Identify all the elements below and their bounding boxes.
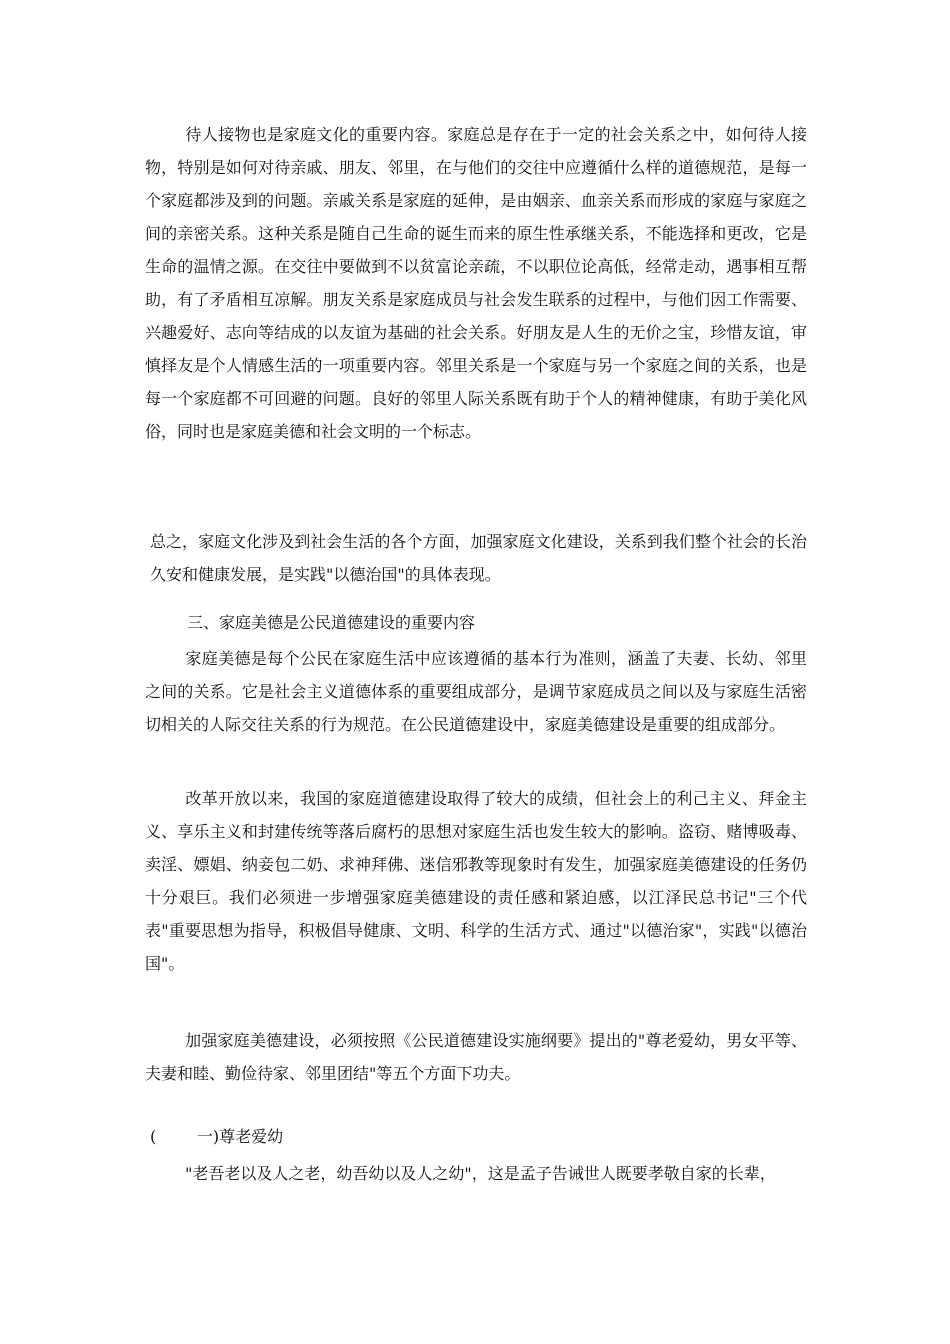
paragraph-text: 加强家庭美德建设，必须按照《公民道德建设实施纲要》提出的"尊老爱幼，男女平等、夫妻和睦、勤俭待家、邻里团结"等五个方面下功夫。 <box>145 1031 807 1083</box>
paragraph-etiquette <box>145 118 807 448</box>
paragraph-reform <box>145 782 807 980</box>
paragraph-text: 改革开放以来，我国的家庭道德建设取得了较大的成绩，但社会上的利己主义、拜金主义、享乐主义和封建传统等落后腐朽的思想对家庭生活也发生较大的影响。盗窃、赌博吸毒、卖淫、嫖娼、纳妾包二奶、求神拜佛、迷信邪教等现象时有发生，加强家庭美德建设的任务仍十分艰巨。我们必须进一步增强家庭美德建设的责任感和紧迫感，以江泽民总书记"三个代表"重要思想为指导，积极倡导健康、文明、科学的生活方式、通过"以德治家"，实践"以德治国"。 <box>145 789 807 973</box>
paragraph-summary <box>150 525 807 591</box>
section-heading: 三、家庭美德是公民道德建设的重要内容 <box>187 613 476 632</box>
paragraph-mencius <box>145 1157 807 1190</box>
paragraph-text: "老吾老以及人之老，幼吾幼以及人之幼"，这是孟子告诫世人既要孝敬自家的长辈， <box>185 1164 776 1183</box>
paragraph-text: 待人接物也是家庭文化的重要内容。家庭总是存在于一定的社会关系之中，如何待人接物，特别是如何对待亲戚、朋友、邻里，在与他们的交往中应遵循什么样的道德规范，是每一个家庭都涉及到的问题。亲戚关系是家庭的延伸，是由姻亲、血亲关系而形成的家庭与家庭之间的亲密关系。这种关系是随自己生命的诞生而来的原生性承继关系，不能选择和更改，它是生命的温情之源。在交往中要做到不以贫富论亲疏，不以职位论高低，经常走动，遇事相互帮助，有了矛盾相互凉解。朋友关系是家庭成员与社会发生联系的过程中，与他们因工作需要、兴趣爱好、志向等结成的以友谊为基础的社会关系。好朋友是人生的无价之宝，珍惜友谊，审慎择友是个人情感生活的一项重要内容。邻里关系是一个家庭与另一个家庭之间的关系，也是每一个家庭都不可回避的问题。良好的邻里人际关系既有助于个人的精神健康，有助于美化风俗，同时也是家庭美德和社会文明的一个标志。 <box>145 125 807 441</box>
paragraph-family-virtue <box>145 642 807 741</box>
sub-heading: ( 一)尊老爱幼 <box>150 1127 284 1146</box>
paragraph-strengthen <box>145 1024 807 1090</box>
paragraph-text: 家庭美德是每个公民在家庭生活中应该遵循的基本行为准则，涵盖了夫妻、长幼、邻里之间的关系。它是社会主义道德体系的重要组成部分，是调节家庭成员之间以及与家庭生活密切相关的人际交往关系的行为规范。在公民道德建设中，家庭美德建设是重要的组成部分。 <box>145 649 807 734</box>
paragraph-text: 总之，家庭文化涉及到社会生活的各个方面，加强家庭文化建设，关系到我们整个社会的长治久安和健康发展，是实践"以德治国"的具体表现。 <box>150 532 807 584</box>
